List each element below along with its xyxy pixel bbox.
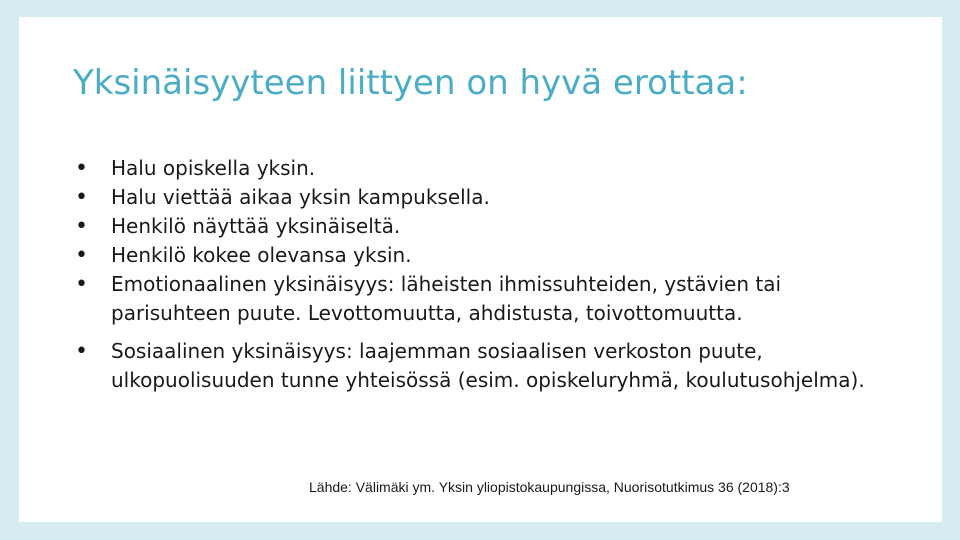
- slide-title: Yksinäisyyteen liittyen on hyvä erottaa:: [73, 63, 748, 103]
- bullet-item: [75, 337, 875, 395]
- bullet-item: [75, 270, 875, 328]
- bullet-text: Emotionaalinen yksinäisyys: läheisten ihmissuhteiden, ystävien tai parisuhteen puute. Levottomuutta, ahdistusta, toivottomuutta.: [111, 272, 782, 325]
- source-citation: Lähde: Välimäki ym. Yksin yliopistokaupungissa, Nuorisotutkimus 36 (2018):3: [309, 479, 790, 495]
- bullet-list: [75, 154, 875, 395]
- slide: [19, 17, 942, 522]
- bullet-icon: •: [75, 339, 88, 364]
- bullet-icon: •: [75, 272, 88, 297]
- bullet-icon: •: [75, 156, 88, 181]
- bullet-text: Henkilö kokee olevansa yksin.: [111, 243, 412, 267]
- bullet-icon: •: [75, 243, 88, 268]
- bullet-item: [75, 212, 875, 241]
- bullet-text: Halu viettää aikaa yksin kampuksella.: [111, 185, 490, 209]
- bullet-text: Henkilö näyttää yksinäiseltä.: [111, 214, 401, 238]
- bullet-icon: •: [75, 214, 88, 239]
- bullet-text: Halu opiskella yksin.: [111, 156, 316, 180]
- bullet-item: [75, 183, 875, 212]
- bullet-text: Sosiaalinen yksinäisyys: laajemman sosiaalisen verkoston puute, ulkopuolisuuden tunne yhteisössä (esim. opiskeluryhmä, koulutusohjelma).: [111, 339, 865, 392]
- bullet-item: [75, 154, 875, 183]
- bullet-item: [75, 241, 875, 270]
- bullet-icon: •: [75, 185, 88, 210]
